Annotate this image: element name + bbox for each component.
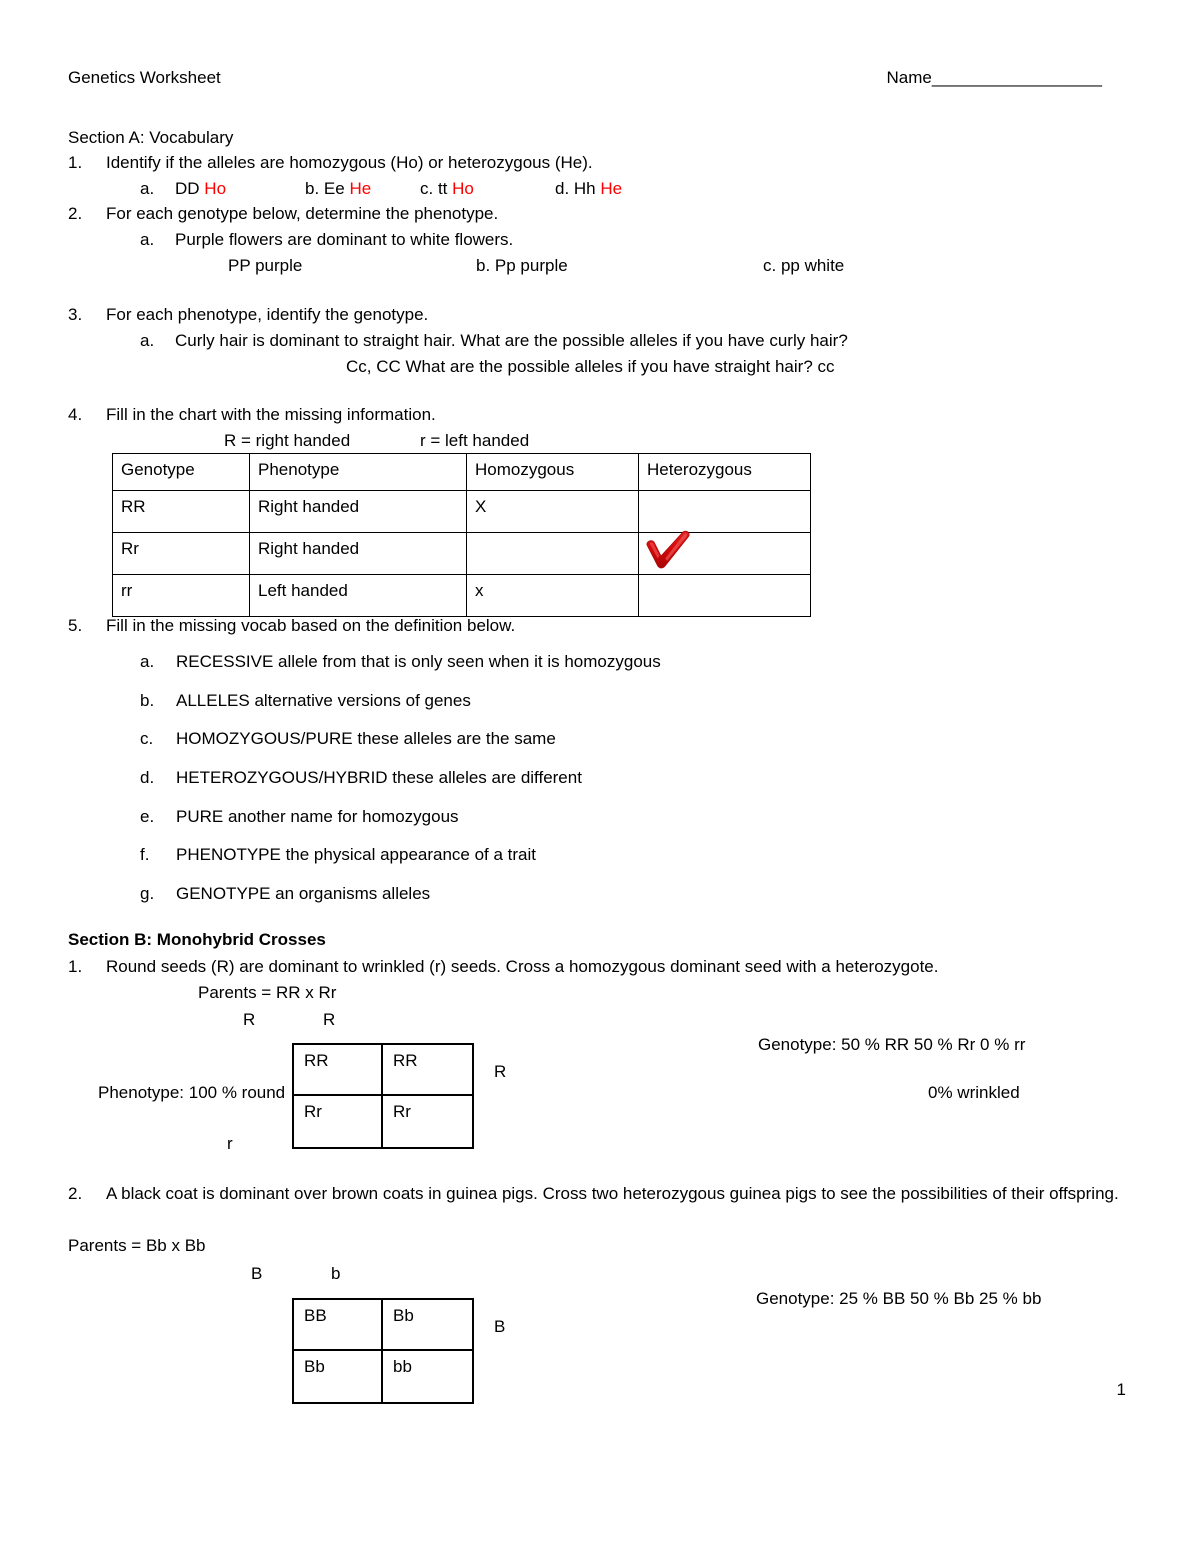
question-a3-prompt: For each phenotype, identify the genotype. — [106, 305, 429, 324]
question-a4-prompt: Fill in the chart with the missing information. — [106, 405, 436, 424]
table-header-heterozygous: Heterozygous — [639, 454, 811, 491]
vocab-text-f: PHENOTYPE the physical appearance of a trait — [176, 845, 537, 865]
cell-heterozygous-blank-3 — [639, 575, 811, 617]
question-b1-number: 1. — [68, 957, 83, 976]
table-header-phenotype: Phenotype — [250, 454, 467, 491]
question-a3-marker: a. — [140, 331, 155, 350]
vocab-marker-c: c. — [140, 729, 154, 749]
allele-key-recessive: r = left handed — [420, 431, 530, 450]
vocabulary-answer-list — [140, 650, 1040, 920]
question-a5 — [68, 614, 1128, 639]
question-a2-sub — [140, 228, 1040, 253]
table-header-homozygous: Homozygous — [467, 454, 639, 491]
list-item — [140, 766, 1040, 791]
vocab-marker-d: d. — [140, 767, 155, 787]
question-a2 — [68, 202, 1128, 227]
vocab-marker-f: f. — [140, 845, 150, 865]
punnett1-cell-2: RR — [383, 1045, 472, 1096]
question-b1-parents: Parents = RR x Rr — [198, 983, 337, 1002]
red-check-icon — [643, 529, 699, 571]
handedness-table — [112, 453, 811, 617]
table-header-genotype: Genotype — [113, 454, 250, 491]
punnett2-top-allele-1: B — [251, 1264, 263, 1283]
vocab-text-a: RECESSIVE allele from that is only seen when it is homozygous — [176, 652, 661, 671]
question-a3-number: 3. — [68, 305, 83, 324]
answer-a1-0 — [175, 177, 226, 202]
section-b-heading: Section B: Monohybrid Crosses — [68, 930, 326, 949]
cell-genotype-rr-hetero: Rr — [113, 533, 250, 575]
table-row — [113, 575, 811, 617]
question-b2-parents: Parents = Bb x Bb — [68, 1236, 206, 1255]
vocab-text-g: GENOTYPE an organisms alleles — [176, 883, 431, 903]
punnett-square-1 — [292, 1043, 474, 1149]
list-item — [140, 689, 1040, 714]
vocab-marker-b: b. — [140, 690, 155, 710]
punnett2-cell-3: Bb — [294, 1351, 383, 1402]
question-a2-prompt: For each genotype below, determine the phenotype. — [106, 204, 499, 223]
punnett1-cell-1: RR — [294, 1045, 383, 1096]
answer-a1-1-genotype: b. Ee — [305, 179, 345, 198]
question-b2-genotype-answer: Genotype: 25 % BB 50 % Bb 25 % bb — [756, 1289, 1042, 1308]
answer-a1-0-genotype: DD — [175, 179, 200, 198]
punnett2-top-allele-2: b — [331, 1264, 341, 1283]
vocab-marker-g: g. — [140, 883, 155, 903]
question-b1-prompt: Round seeds (R) are dominant to wrinkled (r) seeds. Cross a homozygous dominant seed with a heterozygote. — [106, 957, 939, 976]
question-b1 — [68, 955, 1138, 980]
question-a4 — [68, 403, 1128, 428]
name-blank-field: Name__________________ — [886, 68, 1102, 87]
question-a1-number: 1. — [68, 153, 83, 172]
vocab-text-b: ALLELES alternative versions of genes — [176, 690, 471, 710]
table-row — [113, 533, 811, 575]
question-a3-sub — [140, 329, 1090, 354]
cell-phenotype-right-handed-1: Right handed — [250, 491, 467, 533]
list-item — [140, 882, 1040, 907]
answer-a2-0: PP purple — [228, 256, 303, 275]
punnett1-top-allele-2: R — [323, 1010, 336, 1029]
answer-a2-1: b. Pp purple — [476, 256, 568, 275]
cell-heterozygous-blank-1 — [639, 491, 811, 533]
cell-genotype-rr-dominant: RR — [113, 491, 250, 533]
question-a1-prompt: Identify if the alleles are homozygous (Ho) or heterozygous (He). — [106, 153, 593, 172]
question-b2-number: 2. — [68, 1184, 83, 1203]
answer-a1-3-value: He — [600, 179, 623, 198]
punnett2-cell-2: Bb — [383, 1300, 472, 1351]
vocab-text-c: HOMOZYGOUS/PURE these alleles are the same — [176, 729, 556, 749]
punnett1-top-allele-1: R — [243, 1010, 256, 1029]
list-item — [140, 727, 1040, 752]
question-b1-wrinkled-answer: 0% wrinkled — [928, 1083, 1020, 1102]
answer-a2-2: c. pp white — [763, 256, 845, 275]
table-header-row — [113, 454, 811, 491]
cell-heterozygous-checked — [639, 533, 811, 575]
punnett1-side-allele-top: R — [494, 1062, 507, 1081]
punnett2-cell-1: BB — [294, 1300, 383, 1351]
cell-homozygous-mark-1: X — [467, 491, 639, 533]
cell-genotype-rr-recessive: rr — [113, 575, 250, 617]
punnett2-cell-4: bb — [393, 1357, 412, 1376]
answer-a1-0-value: Ho — [204, 179, 227, 198]
cell-phenotype-left-handed: Left handed — [250, 575, 467, 617]
document-header — [68, 66, 1120, 91]
question-a1-marker: a. — [140, 179, 155, 198]
punnett-square-2 — [292, 1298, 474, 1404]
question-b1-genotype-answer: Genotype: 50 % RR 50 % Rr 0 % rr — [758, 1035, 1026, 1054]
question-a5-number: 5. — [68, 616, 83, 635]
cell-homozygous-blank-2 — [467, 533, 639, 575]
question-b2-prompt: A black coat is dominant over brown coats in guinea pigs. Cross two heterozygous guinea pigs to see the possibilities of their offspring. — [106, 1184, 1119, 1203]
answer-a1-1-value: He — [349, 179, 372, 198]
question-a2-number: 2. — [68, 204, 83, 223]
punnett1-cell-3: Rr — [294, 1096, 383, 1147]
punnett1-cell-4: Rr — [393, 1102, 411, 1121]
question-a3-answer: Cc, CC What are the possible alleles if you have straight hair? cc — [346, 357, 835, 376]
answer-a1-3 — [555, 177, 622, 202]
question-a5-prompt: Fill in the missing vocab based on the definition below. — [106, 616, 516, 635]
cell-phenotype-right-handed-2: Right handed — [250, 533, 467, 575]
answer-a1-2-genotype: c. tt — [420, 179, 448, 198]
question-a2-marker: a. — [140, 230, 155, 249]
punnett1-side-allele-bottom: r — [227, 1134, 233, 1153]
question-b2 — [68, 1182, 1128, 1207]
vocab-text-e: PURE another name for homozygous — [176, 806, 459, 826]
answer-a1-3-genotype: d. Hh — [555, 179, 596, 198]
question-a1 — [68, 151, 1128, 176]
vocab-text-d: HETEROZYGOUS/HYBRID these alleles are different — [176, 767, 582, 787]
punnett2-side-allele-top: B — [494, 1317, 506, 1336]
question-b1-phenotype-answer: Phenotype: 100 % round — [98, 1083, 286, 1102]
answer-a1-2 — [420, 177, 474, 202]
vocab-marker-e: e. — [140, 806, 155, 826]
question-a2-sub-prompt: Purple flowers are dominant to white flowers. — [175, 230, 514, 249]
vocab-marker-a: a. — [140, 652, 155, 671]
list-item — [140, 805, 1040, 830]
allele-key-dominant: R = right handed — [224, 431, 351, 450]
question-a4-number: 4. — [68, 405, 83, 424]
section-a-heading: Section A: Vocabulary — [68, 128, 234, 147]
question-a3-sub-prompt: Curly hair is dominant to straight hair. What are the possible alleles if you have curly hair? — [175, 331, 848, 350]
list-item — [140, 843, 1040, 868]
table-row — [113, 491, 811, 533]
answer-a1-2-value: Ho — [452, 179, 474, 198]
cell-homozygous-mark-3: x — [467, 575, 639, 617]
handedness-table-wrapper — [112, 453, 811, 617]
question-a3 — [68, 303, 1128, 328]
list-item — [140, 650, 1040, 675]
page-number: 1 — [1116, 1380, 1126, 1399]
answer-a1-1 — [305, 177, 371, 202]
page-title: Genetics Worksheet — [68, 68, 221, 87]
